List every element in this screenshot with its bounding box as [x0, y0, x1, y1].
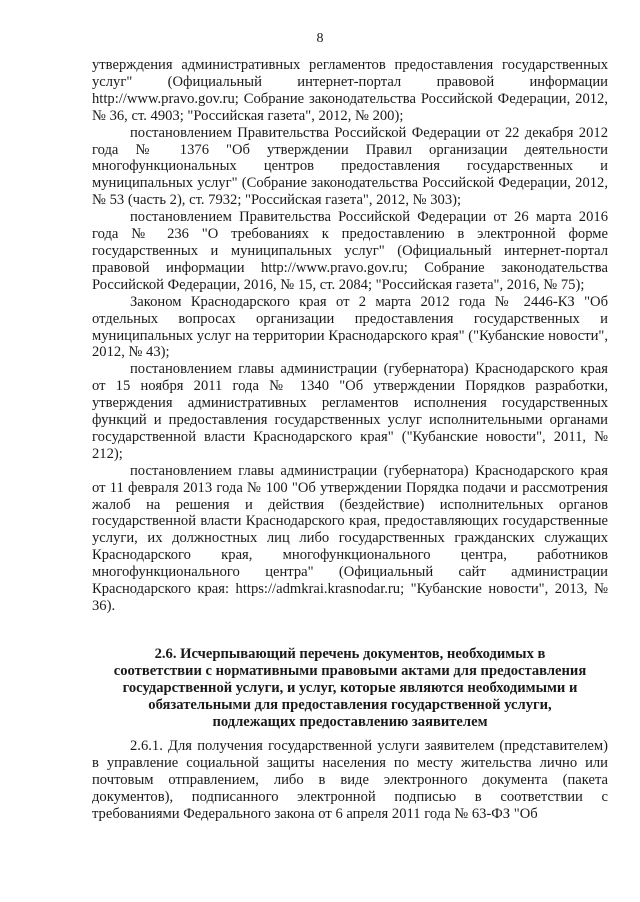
- page-number: 8: [316, 31, 324, 46]
- paragraph-decree-236: постановлением Правительства Российской Федерации от 26 марта 2016 года № 236 "О требованиях к предоставлению в электронной форме государственных и муниципальных услуг" (Официальный интернет-портал правовой информации http://www.pravo.gov.ru; Собрание законодательства Российской Федерации, 2016, № 15, ст. 2084; "Российская газета", 2016, № 75);: [92, 209, 608, 293]
- paragraph-continuation: утверждения административных регламентов предоставления государственных услуг" (Официальный интернет-портал правовой информации http://www.pravo.gov.ru; Собрание законодательства Российской Федерации, 2012, № 36, ст. 4903; "Российская газета", 2012, № 200);: [92, 57, 608, 124]
- paragraph-decree-1340: постановлением главы администрации (губернатора) Краснодарского края от 15 ноября 2011 года № 1340 "Об утверждении Порядков разработки, утверждения административных регламентов исполнения государственных функций и предоставления государственных услуг исполнительными органами государственной власти Краснодарского края" ("Кубанские новости", 2011, № 212);: [92, 361, 608, 462]
- paragraph-law-2446: Законом Краснодарского края от 2 марта 2012 года № 2446-КЗ "Об отдельных вопросах организации предоставления государственных и муниципальных услуг на территории Краснодарского края" ("Кубанские новости", 2012, № 43);: [92, 293, 608, 361]
- paragraph-2-6-1: 2.6.1. Для получения государственной услуги заявителем (представителем) в управление социальной защиты населения по месту жительства лично или почтовым отправлением, либо в виде электронного документа (пакета документов), подписанного электронной подписью в соответствии с требованиями Федерального закона от 6 апреля 2011 года № 63-ФЗ "Об: [92, 738, 608, 822]
- paragraph-decree-1376: постановлением Правительства Российской Федерации от 22 декабря 2012 года № 1376 "Об утверждении Правил организации деятельности многофункциональных центров предоставления государственных и муниципальных услуг" (Собрание законодательства Российской Федерации, 2012, № 53 (часть 2), ст. 7932; "Российская газета", 2012, № 303);: [92, 124, 608, 209]
- paragraph-decree-100: постановлением главы администрации (губернатора) Краснодарского края от 11 февраля 2013 года № 100 "Об утверждении Порядка подачи и рассмотрения жалоб на решения и действия (бездействие) исполнительных органов государственной власти Краснодарского края, предоставляющих государственные услуги, их должностных лиц либо государственных гражданских служащих Краснодарского края, многофункционального центра, работников многофункционального центра" (Официальный сайт администрации Краснодарского края: https://admkrai.krasnodar.ru; "Кубанские новости", 2013, № 36).: [92, 462, 608, 614]
- section-body: [92, 738, 608, 823]
- section-heading: 2.6. Исчерпывающий перечень документов, необходимых в соответствии с нормативными правовыми актами для предоставления государственной услуги, и услуг, которые являются необходимыми и обязательными для предоставления государственной услуги, подлежащих предоставлению заявителем: [113, 646, 587, 730]
- document-body: [92, 57, 608, 615]
